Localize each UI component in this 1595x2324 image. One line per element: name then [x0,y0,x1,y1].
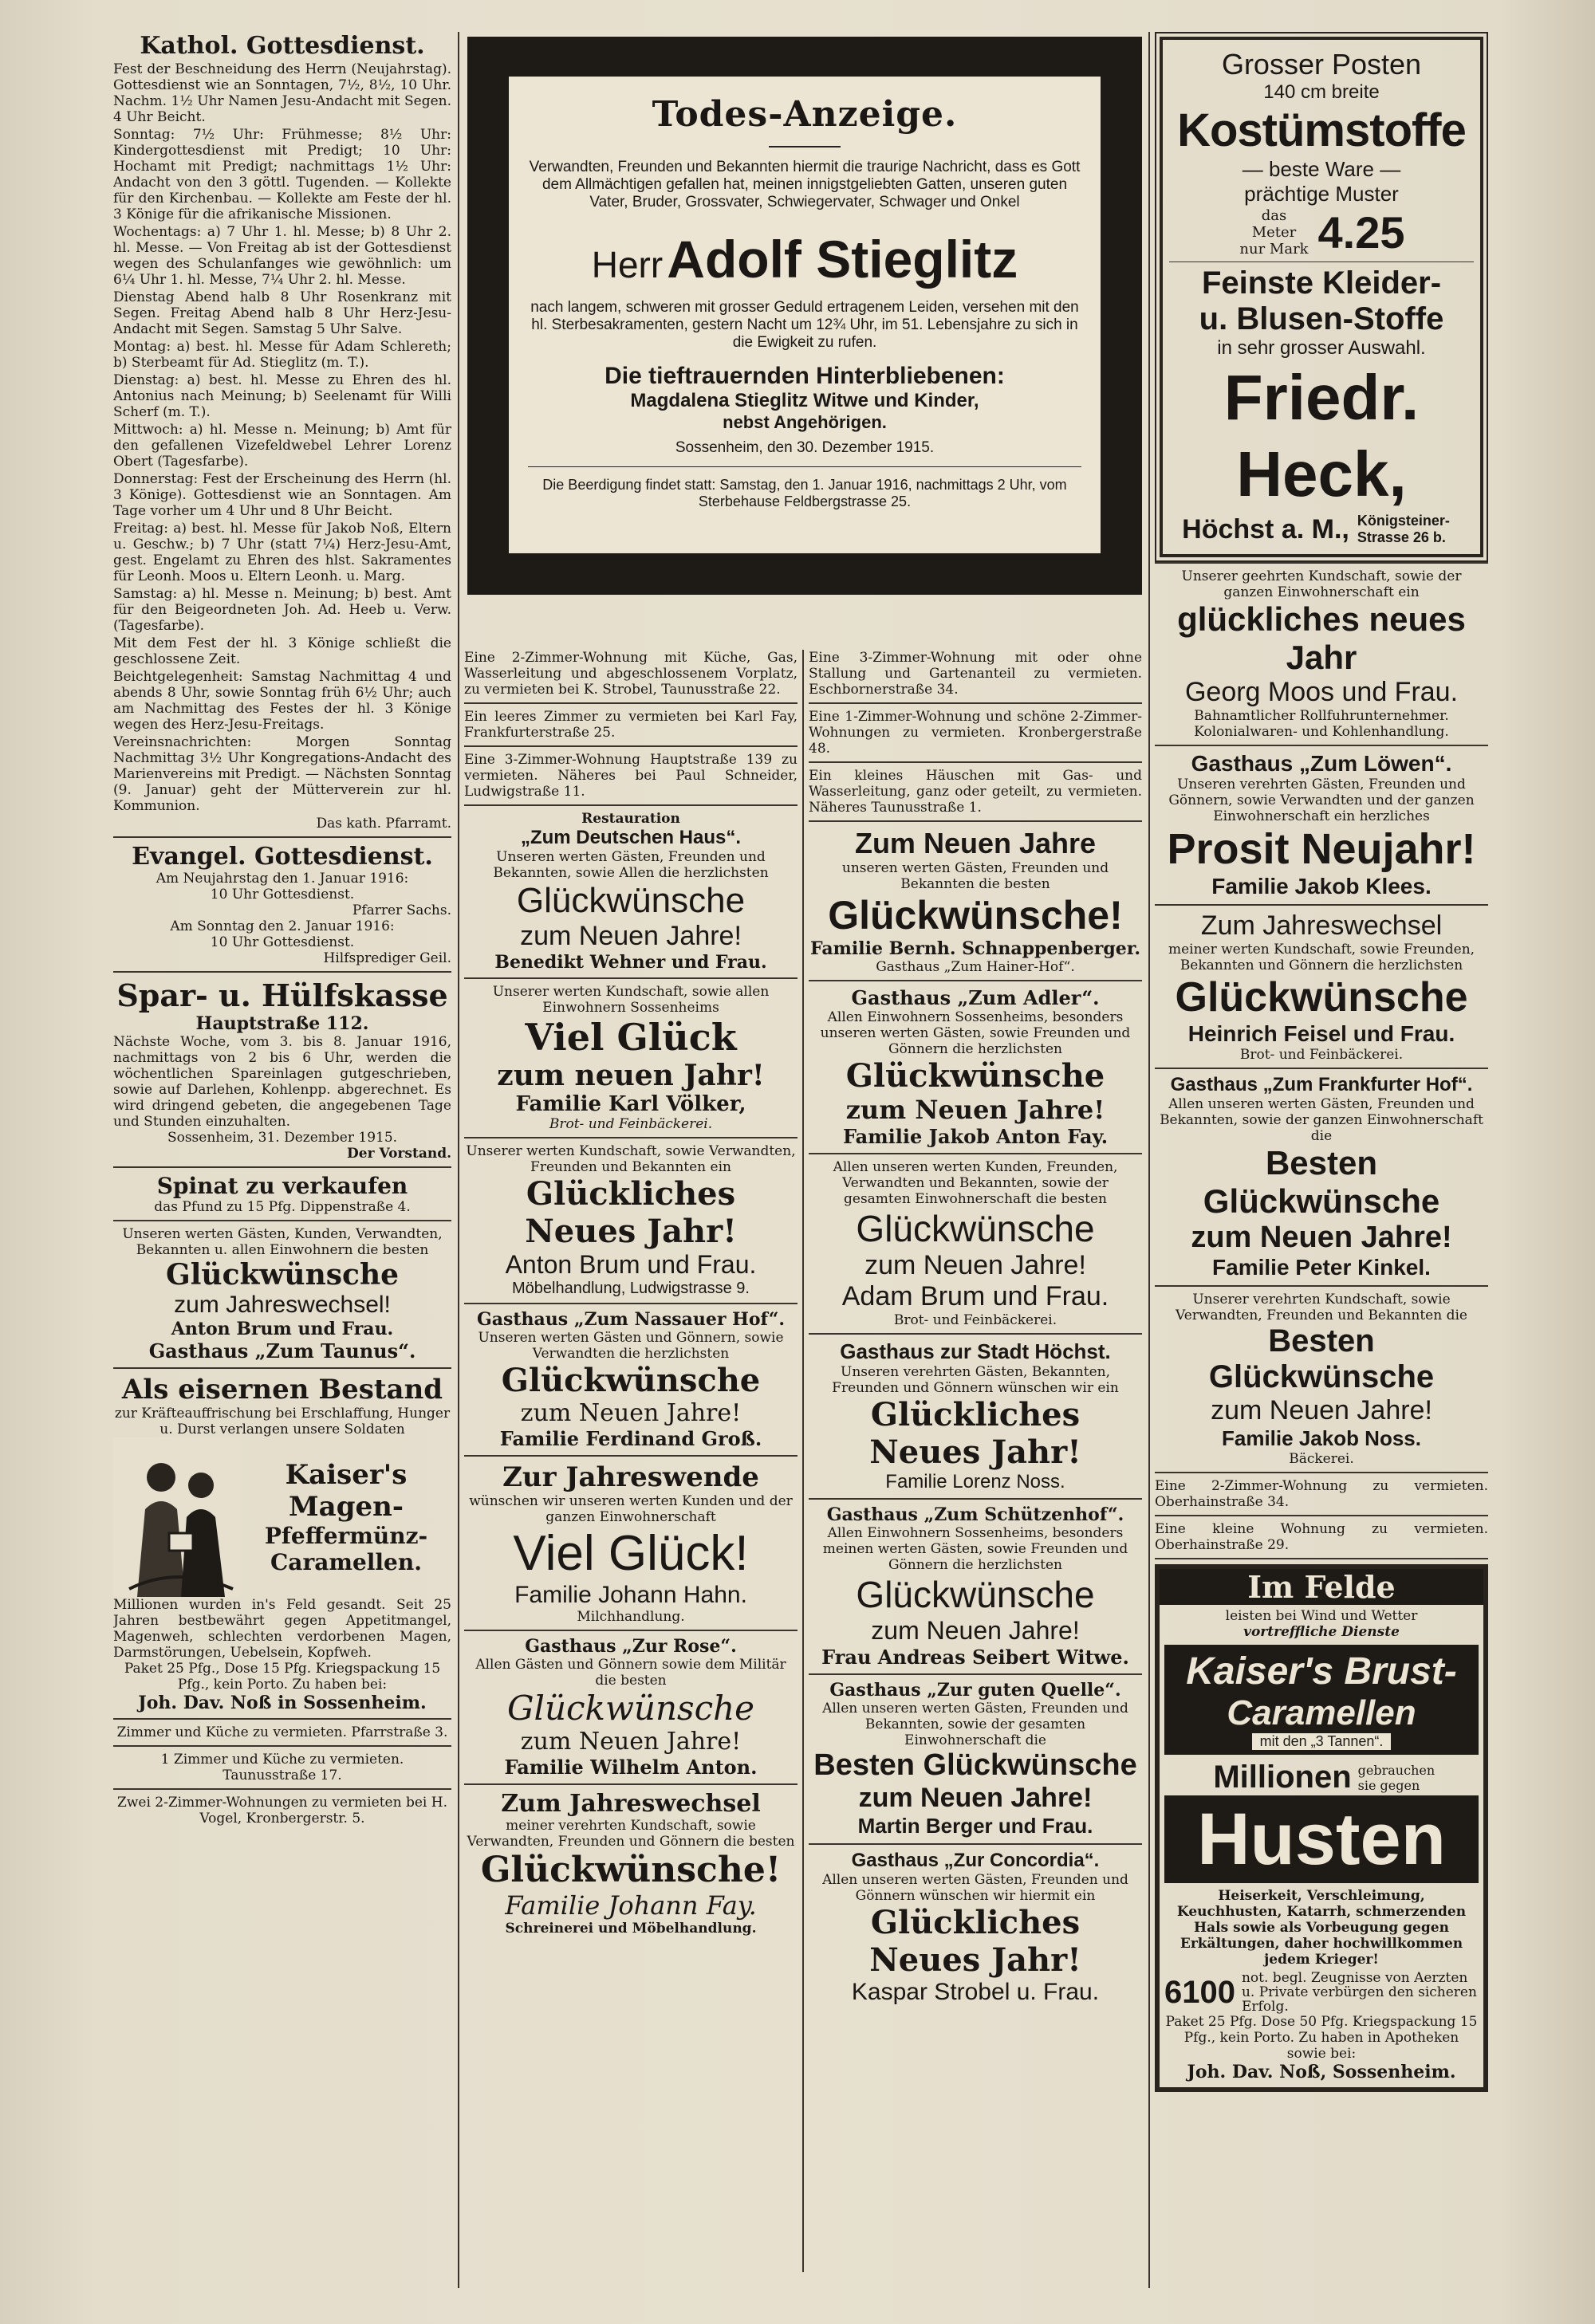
dh-sub: zum Neuen Jahre! [520,921,742,951]
column-rule [458,32,459,2288]
jh-name: Familie Johann Hahn. [514,1582,747,1608]
divider [769,146,841,147]
divider [464,1137,798,1138]
sn-title: Zum Neuen Jahre [854,827,1097,859]
rose-inn: Gasthaus „Zur Rose“. [525,1636,737,1657]
divider [1155,1285,1488,1287]
sn-greeting: Glückwünsche! [828,893,1123,938]
sh-intro: Unseren verehrten Gästen, Bekannten, Freunden und Gönnern wünschen wir ein [832,1364,1119,1396]
rose-sub: zum Neuen Jahre! [520,1728,742,1756]
ab2-name: Adam Brum und Frau. [841,1281,1109,1311]
ab-greeting: Glückliches [526,1175,736,1213]
small-ad: Zimmer und Küche zu vermieten. Pfarrstraße 3. [116,1724,448,1740]
fay-intro: meiner verehrten Kundschaft, sowie Verwandten, Freunden und Gönnern die besten [467,1818,795,1850]
fay-greeting: Glückwünsche! [480,1850,782,1890]
nh-name: Familie Ferdinand Groß. [499,1427,762,1450]
kb-brand [1164,1645,1479,1755]
jh-greeting: Viel Glück! [513,1526,749,1581]
kaiser-name: Caramellen. [270,1549,422,1575]
column-rule [802,650,804,2272]
sh-greeting-2: Neues Jahr! [869,1433,1081,1471]
kb-seller: Joh. Dav. Noß, Sossenheim. [1187,2062,1456,2082]
sz-name: Frau Andreas Seibert Witwe. [821,1646,1129,1669]
heck-headline: Kostümstoffe [1177,104,1466,156]
dh-pre: Restauration [581,811,680,827]
spar-date: Sossenheim, 31. Dezember 1915. [167,1130,398,1146]
small-ad: Zwei 2-Zimmer-Wohnungen zu vermieten bei H. Vogel, Kronbergerstr. 5. [117,1795,447,1827]
kb-millions [1164,1760,1479,1795]
noss-greeting: Besten Glückwünsche [1208,1323,1435,1394]
kaiser-text: Millionen wurden in's Feld gesandt. Seit 25 Jahren bestbewährt gegen Appetitmangel, Magenweh, schlechten verdorbenen Magen, Darmstörungen, Uebelsein, Kopfweh. [113,1597,451,1661]
divider [113,1745,451,1747]
ev-line: Am Sonntag den 2. Januar 1916: [170,918,395,934]
divider [1155,1515,1488,1516]
spar-sign: Der Vorstand. [347,1146,451,1162]
ad-name: Familie Jakob Anton Fay. [842,1125,1109,1148]
kaiser-title: Als eisernen Bestand [121,1374,443,1406]
death-text: Verwandten, Freunden und Bekannten hiermit die traurige Nachricht, dass es Gott dem Allmächtigen gefallen hat, meinen innigstgeliebten Gatten, unseren guten Vater, Bruder, Grossvater, Schwiegervater, Schwager und Onkel [529,159,1081,210]
death-relatives: nebst Angehörigen. [723,412,887,432]
divider [113,1367,451,1369]
nh-greeting: Glückwünsche [501,1362,761,1399]
divider [1155,904,1488,906]
divider [113,1220,451,1221]
death-date: Sossenheim, den 30. Dezember 1915. [675,439,935,456]
heck-line: — beste Ware — [1242,157,1401,181]
death-name-line [528,229,1081,289]
kath-para: Montag: a) best. hl. Messe für Adam Schlereth; b) Sterbeamt für Ad. Stieglitz (m. T.). [113,339,451,371]
rental-ad: Eine 3-Zimmer-Wohnung mit oder ohne Stallung und Gartenanteil zu vermieten. Eschbornerstraße 34. [809,650,1142,698]
loewe-greeting: Prosit Neujahr! [1167,825,1476,873]
spar-title: Spar- u. Hülfskasse [116,977,448,1013]
kb-text: Heiserkeit, Verschleimung, Keuchhusten, Katarrh, schmerzenden Hals sowie als Vorbeugung gegen Erkältungen, daher hochwillkommen jedem Krieger! [1176,1888,1467,1968]
heck-line: u. Blusen-Stoffe [1199,301,1444,336]
ff-sub: zum Neuen Jahre! [1191,1221,1452,1254]
kath-para: Mit dem Fest der hl. 3 Könige schließt die geschlossene Zeit. [113,635,451,667]
ab2-sub: zum Neuen Jahre! [864,1250,1086,1280]
kaiser-product [241,1459,451,1575]
kaiser-price: Paket 25 Pfg., Dose 15 Pfg. Kriegspackung 15 Pfg., kein Porto. Zu haben bei: [124,1661,441,1693]
kaiser-brust-ad [1155,1564,1488,2092]
vb-greeting-2: zum neuen Jahr! [497,1059,765,1092]
death-notice-inner [509,77,1101,553]
divider [1169,261,1474,262]
kaiser-seller: Joh. Dav. Noß in Sossenheim. [138,1693,427,1713]
divider [464,702,798,704]
dh-greeting: Glückwünsche [516,881,746,920]
taunus-intro: Unseren werten Gästen, Kunden, Verwandten, Bekannten u. allen Einwohnern die besten [122,1226,443,1258]
sh-greeting: Glückliches [870,1396,1081,1433]
gq-greeting: Besten Glückwünsche [813,1748,1137,1782]
jh-trade: Milchhandlung. [577,1609,685,1625]
sz-sub: zum Neuen Jahre! [871,1616,1080,1645]
ff-inn: Gasthaus „Zum Frankfurter Hof“. [1170,1074,1473,1095]
divider [809,820,1142,822]
spinat-text: das Pfund zu 15 Pfg. Dippenstraße 4. [154,1199,411,1215]
divider [1155,1472,1488,1473]
ad-inn: Gasthaus „Zum Adler“. [851,986,1100,1009]
fay-trade: Schreinerei und Möbelhandlung. [505,1921,757,1937]
spar-text: Nächste Woche, vom 3. bis 8. Januar 1916, nachmittags von 2 bis 6 Uhr, werden die wöchentlichen Spareinlagen gutgeschrieben, sowie auf Darlehen, Kohlenpp. abgerechnet. Es wird dringend gebeten, die angegebenen Tage und Stunden einzuhalten. [113,1034,451,1130]
kath-para: Donnerstag: Fest der Erscheinung des Herrn (hl. 3 Könige). Gottesdienst wie an Sonntagen. Am Tage vorher um 4 Uhr und 8 Uhr Beicht. [113,471,451,519]
fay-name: Familie Johann Fay. [505,1890,757,1921]
sn-name: Familie Bernh. Schnappenberger. [809,938,1141,959]
kath-para: Wochentags: a) 7 Uhr 1. hl. Messe; b) 8 Uhr 2. hl. Messe. — Von Freitag ab ist der Gottesdienst wegen des Schulanfanges wie gewöhnlich: um 6¼ Uhr 1. hl. Messe, 7¼ Uhr 2. hl. Messe. [113,224,451,288]
feisel-title: Zum Jahreswechsel [1200,910,1443,941]
ad-intro: Allen Einwohnern Sossenheims, besonders unseren werten Gästen, sowie Freunden und Gönnern die herzlichsten [820,1009,1131,1057]
rental-ad: Eine 2-Zimmer-Wohnung mit Küche, Gas, Wasserleitung und abgeschlossenem Vorplatz, zu vermieten bei K. Strobel, Taunusstraße 22. [464,650,798,698]
nh-sub: zum Neuen Jahre! [520,1399,742,1427]
divider [113,971,451,973]
rose-greeting: Glückwünsche [506,1689,755,1728]
ab-trade: Möbelhandlung, Ludwigstrasse 9. [512,1280,750,1297]
heck-price-row [1169,206,1474,258]
vb-greeting: Viel Glück [525,1016,737,1059]
ff-name: Familie Peter Kinkel. [1212,1255,1431,1280]
rental-ad: Eine 1-Zimmer-Wohnung und schöne 2-Zimmer-Wohnungen zu vermieten. Kronbergerstraße 48. [809,709,1142,757]
divider [528,466,1081,467]
ev-title: Evangel. Gottesdienst. [132,843,433,871]
co-greeting-2: Neues Jahr! [869,1941,1081,1979]
dh-title: „Zum Deutschen Haus“. [520,827,742,848]
kaiser-name: Kaiser's [285,1459,408,1491]
kath-para: Dienstag Abend halb 8 Uhr Rosenkranz mit Segen. Freitag Abend halb 8 Uhr Herz-Jesu-Andacht mit Segen. Samstag 5 Uhr Salve. [113,289,451,337]
ab-intro: Unserer werten Kundschaft, sowie Verwandten, Freunden und Bekannten ein [466,1143,796,1175]
divider [809,1498,1142,1500]
taunus-greeting: Glückwünsche [165,1258,400,1292]
kb-num-text: not. begl. Zeugnisse von Aerzten u. Private verbürgen den sicheren Erfolg. [1241,1970,1477,2015]
kath-title: Kathol. Gottesdienst. [140,32,425,60]
spar-address: Hauptstraße 112. [195,1013,369,1034]
kath-para: Vereinsnachrichten: Morgen Sonntag Nachmittag 3½ Uhr Kongregations-Andacht des Marienvereins mit Predigt. — Nächsten Sonntag (9. Januar) geht der Mütterverein zur hl. Kommunion. [113,734,451,814]
co-greeting: Glückliches [870,1904,1081,1941]
divider [464,977,798,979]
rose-name: Familie Wilhelm Anton. [504,1756,758,1779]
noss-trade: Bäckerei. [1289,1451,1354,1467]
vb-trade: Brot- und Feinbäckerei. [549,1116,713,1132]
kb-brand-sub: mit den „3 Tannen“. [1252,1733,1392,1750]
ab-greeting-2: Neues Jahr! [525,1213,737,1250]
noss-intro: Unserer verehrten Kundschaft, sowie Verwandten, Freunden und Bekannten die [1176,1292,1467,1323]
ev-line: Am Neujahrstag den 1. Januar 1916: [156,871,409,887]
taunus-sub: zum Jahreswechsel! [174,1292,391,1318]
spinat-title: Spinat zu verkaufen [156,1173,408,1199]
heck-ad [1160,37,1483,557]
death-title: Todes-Anzeige. [652,94,958,135]
death-mourners: Die tieftrauernden Hinterbliebenen: [605,363,1005,389]
feisel-greeting: Glückwünsche [1175,974,1468,1020]
kath-para: Mittwoch: a) hl. Messe n. Meinung; b) Amt für den gefallenen Vizefeldwebel Lehrer Lorenz Obert (Tagesfarbe). [113,422,451,470]
vb-intro: Unserer werten Kundschaft, sowie allen Einwohnern Sossenheims [492,984,770,1016]
divider [1155,562,1488,564]
heck-line: prächtige Muster [1244,182,1399,206]
jh-intro: wünschen wir unseren werten Kunden und der ganzen Einwohnerschaft [469,1493,793,1525]
sz-intro: Allen Einwohnern Sossenheims, besonders meinen werten Gästen, sowie Freunden und Gönnern die herzlichsten [822,1525,1128,1573]
rental-ad: Eine 3-Zimmer-Wohnung Hauptstraße 139 zu vermieten. Näheres bei Paul Schneider, Ludwigstraße 11. [464,752,798,800]
heck-price-label: das Meter nur Mark [1239,207,1309,258]
gq-name: Martin Berger und Frau. [857,1814,1093,1838]
death-notice [467,37,1142,595]
ab-name: Anton Brum und Frau. [505,1250,757,1279]
kb-num: 6100 [1164,1974,1235,2010]
kaiser-intro: zur Kräfteauffrischung bei Erschlaffung, Hunger u. Durst verlangen unsere Soldaten [114,1406,451,1437]
kaiser-block [113,1437,451,1597]
divider [809,1333,1142,1335]
divider [809,761,1142,763]
column-right [1155,32,1488,2292]
kaiser-name: Pfeffermünz- [264,1523,428,1549]
heck-line: in sehr grosser Auswahl. [1217,337,1426,359]
taunus-name: Anton Brum und Frau. [171,1319,394,1339]
heck-price: 4.25 [1317,207,1405,258]
rental-ad: Eine kleine Wohnung zu vermieten. Oberhainstraße 29. [1155,1521,1488,1553]
dh-name: Benedikt Wehner und Frau. [494,952,767,973]
rental-ad: Ein kleines Häuschen mit Gas- und Wasserleitung, ganz oder geteilt, zu vermieten. Näheres Taunusstraße 1. [809,768,1142,816]
kb-husten: Husten [1164,1795,1479,1883]
kb-line: leisten bei Wind und Wetter [1225,1608,1418,1624]
kath-para: Freitag: a) best. hl. Messe für Jakob Noß, Eltern u. Geschw.; b) 7 Uhr (statt 7¼) Herz-Jesu-Amt, gest. Engelamt zu Ehren des hlst. Sakramentes für Leonh. Moos u. Eltern Leonh. u. Marg. [113,521,451,584]
heck-street: Königsteiner-Strasse 26 b. [1357,513,1450,545]
divider [113,836,451,838]
divider [464,1455,798,1457]
kb-mil: Millionen [1213,1760,1352,1795]
divider [809,1673,1142,1675]
moos-trade: Kolonialwaren- und Kohlenhandlung. [1194,724,1449,740]
vb-name: Familie Karl Völker, [515,1092,746,1116]
divider [113,1718,451,1720]
deceased-name: Adolf Stieglitz [667,230,1018,289]
kb-mil-sub: gebrauchen sie gegen [1357,1762,1436,1793]
dh-intro: Unseren werten Gästen, Freunden und Bekannten, sowie Allen die herzlichsten [493,849,769,881]
nh-intro: Unseren werten Gästen und Gönnern, sowie Verwandten die herzlichsten [478,1330,784,1362]
divider [1155,1558,1488,1559]
kath-para: Samstag: a) hl. Messe n. Meinung; b) best. Amt für den Beigeordneten Joh. Ad. Heeb u. Verw. (Tagesfarbe). [113,586,451,634]
sn-intro: unseren werten Gästen, Freunden und Bekannten die besten [841,860,1109,892]
column-left [113,32,451,2292]
moos-trade: Bahnamtlicher Rollfuhrunternehmer. [1194,708,1449,724]
divider [809,1843,1142,1845]
divider [464,1630,798,1631]
divider [809,980,1142,981]
co-intro: Allen unseren werten Gästen, Freunden und Gönnern wünschen wir hiermit ein [822,1872,1128,1904]
death-widow: Magdalena Stieglitz Witwe und Kinder, [630,390,979,411]
sh-name: Familie Lorenz Noss. [885,1471,1065,1492]
ev-line: 10 Uhr Gottesdienst. [210,887,355,902]
divider [1155,745,1488,746]
soldiers-illustration-icon [113,1437,241,1597]
ev-line: Hilfsprediger Geil. [323,950,451,966]
death-herr: Herr [591,244,664,285]
kath-para: Sonntag: 7½ Uhr: Frühmesse; 8½ Uhr: Kindergottesdienst mit Predigt; 10 Uhr: Hochamt mit Predigt; nachmittags 1½ Uhr: Andacht von den 3 göttl. Tugenden. — Kollekte für den Kirchenbau. — Kollekte am Feste der hl. 3 Könige für die afrikanische Missionen. [113,127,451,222]
loewe-intro: Unseren verehrten Gästen, Freunden und Gönnern, sowie Verwandten und der ganzen Einwohnerschaft ein herzliches [1168,777,1475,824]
loewe-name: Familie Jakob Klees. [1211,874,1432,899]
column-rule [1148,32,1150,2288]
ab2-trade: Brot- und Feinbäckerei. [893,1312,1057,1328]
kb-line: vortreffliche Dienste [1243,1624,1400,1640]
moos-name: Georg Moos und Frau. [1184,677,1459,707]
gq-sub: zum Neuen Jahre! [858,1783,1093,1813]
nh-inn: Gasthaus „Zum Nassauer Hof“. [476,1309,786,1330]
kath-sign: Das kath. Pfarramt. [316,816,451,832]
divider [809,1153,1142,1154]
ad-sub: zum Neuen Jahre! [845,1095,1105,1125]
heck-line: 140 cm breite [1263,81,1380,103]
heck-address [1169,513,1474,546]
co-inn: Gasthaus „Zur Concordia“. [851,1850,1100,1871]
noss-name: Familie Jakob Noss. [1222,1426,1421,1450]
noss-sub: zum Neuen Jahre! [1211,1395,1432,1425]
heck-name: Friedr. Heck, [1223,362,1420,509]
divider [464,1783,798,1785]
rental-ad: Eine 2-Zimmer-Wohnung zu vermieten. Oberhainstraße 34. [1155,1478,1488,1510]
moos-intro: Unserer geehrten Kundschaft, sowie der ganzen Einwohnerschaft ein [1181,568,1462,600]
sh-inn: Gasthaus zur Stadt Höchst. [840,1339,1111,1363]
kath-text [113,61,451,832]
kb-testimonials [1164,1971,1479,2014]
center-ad-grid [464,650,1144,2276]
divider [464,745,798,747]
sz-inn: Gasthaus „Zum Schützenhof“. [826,1504,1124,1525]
kath-para: Fest der Beschneidung des Herrn (Neujahrstag). Gottesdienst wie an Sonntagen, 7½, 8½, 10 Uhr. Nachm. 1½ Uhr Namen Jesu-Andacht mit Segen. 4 Uhr Beicht. [113,61,451,125]
rose-intro: Allen Gästen und Gönnern sowie dem Militär die besten [475,1657,786,1689]
kath-para: Dienstag: a) best. hl. Messe zu Ehren des hl. Antonius nach Meinung; b) Seelenamt für Willi Scherf (m. T.). [113,372,451,420]
co-name: Kaspar Strobel u. Frau. [851,1979,1100,2005]
small-ad: 1 Zimmer und Küche zu vermieten. Taunusstraße 17. [160,1752,404,1783]
sn-inn: Gasthaus „Zum Hainer-Hof“. [876,959,1075,975]
divider [809,702,1142,704]
center-left-column [464,650,798,2276]
death-text2: nach langem, schweren mit grosser Geduld ertragenem Leiden, versehen mit den hl. Sterbesakramenten, gestern Nacht um 12¾ Uhr, im 51. Lebensjahre zu sich in die Ewigkeit zu rufen. [530,299,1079,351]
ab2-intro: Allen unseren werten Kunden, Freunden, Verwandten und Bekannten, sowie der gesamten Einwohnerschaft die besten [833,1159,1118,1207]
gq-inn: Gasthaus „Zur guten Quelle“. [829,1680,1121,1701]
kb-brand-name: Kaiser's Brust- [1186,1650,1457,1693]
kb-price: Paket 25 Pfg. Dose 50 Pfg. Kriegspackung 15 Pfg., kein Porto. Zu haben in Apotheken sowie bei: [1165,2014,1478,2062]
center-right-column [809,650,1142,2276]
divider [1155,1068,1488,1069]
heck-city: Höchst a. M., [1182,513,1349,545]
divider [113,1166,451,1168]
ab2-greeting: Glückwünsche [856,1208,1095,1249]
heck-line: Feinste Kleider- [1201,265,1442,301]
ev-line: Pfarrer Sachs. [352,902,451,918]
loewe-inn: Gasthaus „Zum Löwen“. [1191,751,1452,776]
feisel-trade: Brot- und Feinbäckerei. [1239,1047,1404,1063]
ad-greeting: Glückwünsche [845,1057,1105,1095]
ff-greeting: Besten Glückwünsche [1203,1144,1440,1220]
kath-para: Beichtgelegenheit: Samstag Nachmittag 4 und abends 8 Uhr, sowie Sonntag früh 6½ Uhr; auch am Nachmittag des Festes der hl. 3 Könige wegen des Herz-Jesu-Freitags. [113,669,451,733]
jh-title: Zur Jahreswende [502,1461,759,1493]
ev-text [113,871,451,966]
ev-line: 10 Uhr Gottesdienst. [210,934,355,950]
divider [464,1303,798,1304]
ff-intro: Allen unseren werten Gästen, Freunden und Bekannten, sowie der ganzen Einwohnerschaft die [1160,1096,1483,1144]
kb-brand-name: Caramellen [1227,1693,1416,1732]
gq-intro: Allen unseren werten Gästen, Freunden und Bekannten, sowie der gesamten Einwohnerschaft die [822,1701,1128,1748]
taunus-inn: Gasthaus „Zum Taunus“. [148,1339,416,1363]
divider [464,804,798,806]
rental-ad: Ein leeres Zimmer zu vermieten bei Karl Fay, Frankfurterstraße 25. [464,709,798,741]
feisel-name: Heinrich Feisel und Frau. [1187,1021,1455,1046]
sz-greeting: Glückwünsche [856,1574,1095,1615]
heck-line: Grosser Posten [1221,48,1422,81]
kaiser-name: Magen- [289,1491,404,1523]
feisel-intro: meiner werten Kundschaft, sowie Freunden, Bekannten und Gönnern die herzlichsten [1168,942,1475,973]
moos-greeting: glückliches neues Jahr [1177,600,1466,676]
kb-title: Im Felde [1160,1569,1483,1605]
divider [113,1788,451,1790]
fay-title: Zum Jahreswechsel [501,1790,761,1818]
death-funeral: Die Beerdigung findet statt: Samstag, den 1. Januar 1916, nachmittags 2 Uhr, vom Sterbehause Feldbergstrasse 25. [542,477,1067,509]
